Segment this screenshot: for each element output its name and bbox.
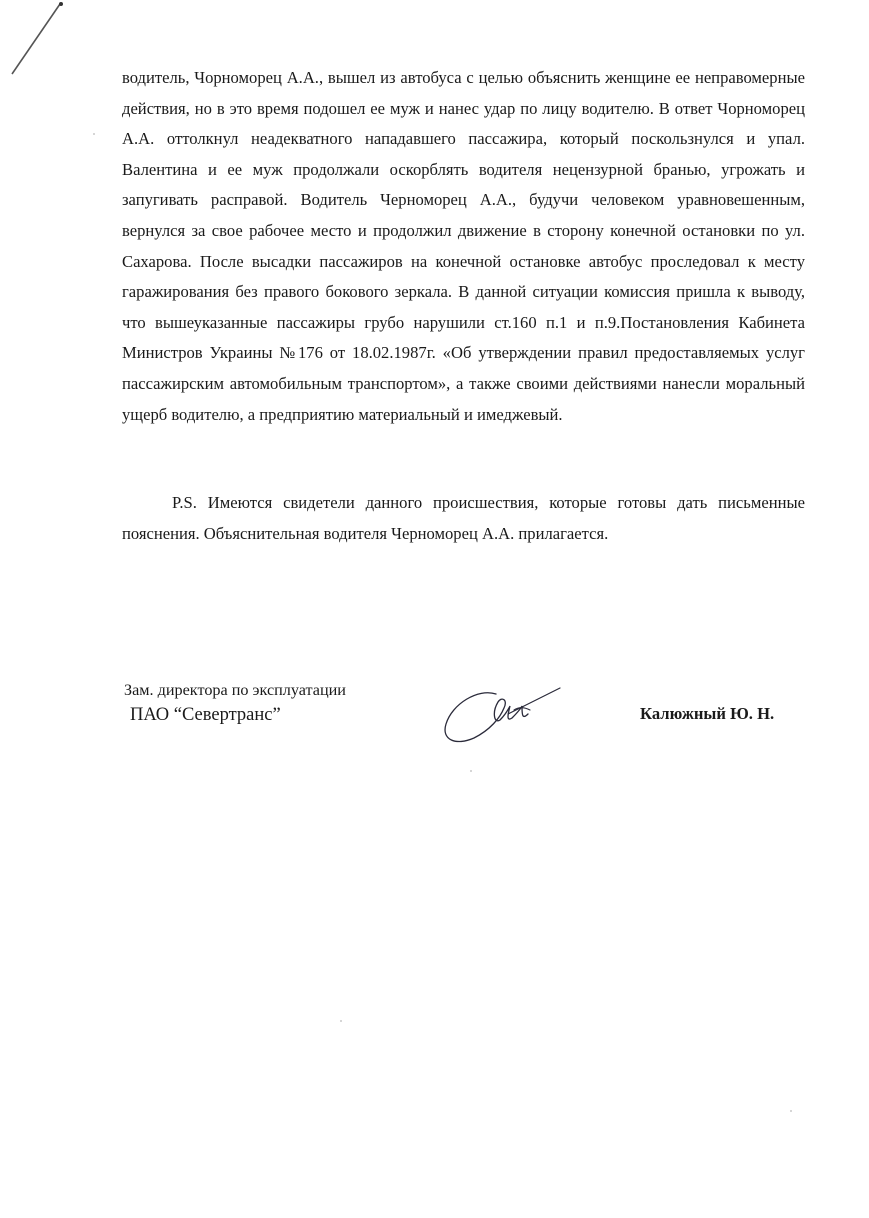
postscript-paragraph: P.S. Имеются свидетели данного происшествия, которые готовы дать письменные пояснения. Объяснительная водителя Черноморец А.А. прилагается. (122, 493, 805, 543)
scan-speck (470, 770, 472, 772)
scan-speck (340, 1020, 342, 1022)
scan-line-icon (6, 0, 66, 80)
main-paragraph: водитель, Чорноморец А.А., вышел из автобуса с целью объяснить женщине ее неправомерные действия, но в это время подошел ее муж и нанес удар по лицу водителю. В ответ Чорноморец А.А. оттолкнул неадекватного нападавшего пассажира, который поскользнулся и упал. Валентина и ее муж продолжали оскорблять водителя нецензурной бранью, угрожать и запугивать расправой. Водитель Черноморец А.А., будучи человеком уравновешенным, вернулся за свое рабочее место и продолжил движение в сторону конечной остановки по ул. Сахарова. После высадки пассажиров на конечной остановке автобус проследовал к месту гаражирования без правого бокового зеркала. В данной ситуации комиссия пришла к выводу, что вышеуказанные пассажиры грубо нарушили ст.160 п.1 и п.9.Постановления Кабинета Министров Украины №176 от 18.02.1987г. «Об утверждении правил предоставляемых услуг пассажирским автомобильным транспортом», а также своими действиями нанесли моральный ущерб водителю, а предприятию материальный и имеджевый. (122, 68, 805, 424)
handwritten-signature-icon (438, 680, 568, 750)
signatory-name: Калюжный Ю. Н. (640, 704, 775, 723)
signatory-position: Зам. директора по эксплуатации (124, 681, 346, 699)
scan-speck (790, 1110, 792, 1112)
signatory-organization: ПАО “Севертранс” (130, 705, 281, 725)
scan-speck (93, 133, 95, 135)
